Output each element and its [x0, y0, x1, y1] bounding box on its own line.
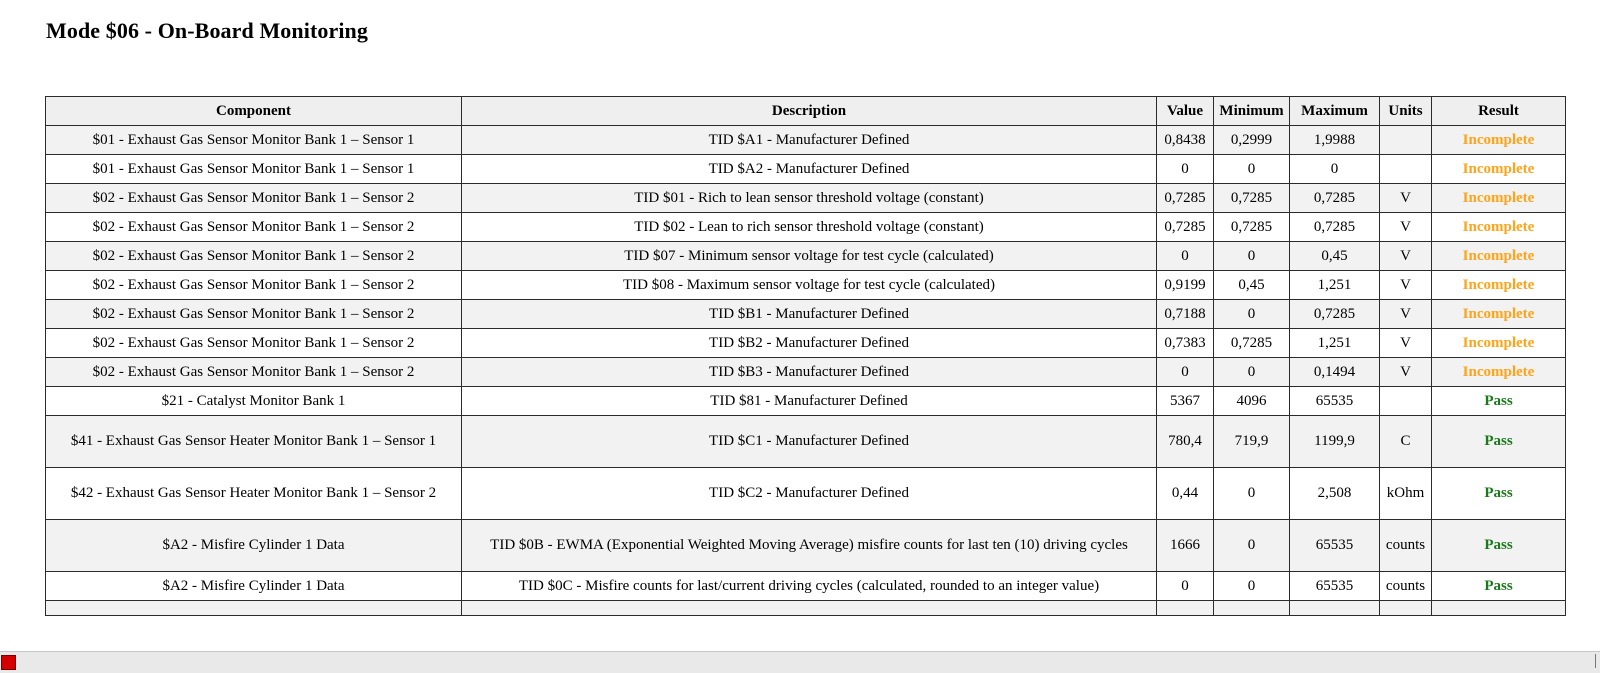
cell-component: $02 - Exhaust Gas Sensor Monitor Bank 1 – Sensor 2 [46, 271, 462, 300]
column-header-minimum: Minimum [1214, 97, 1290, 126]
cell-maximum: 0,45 [1290, 242, 1380, 271]
cell-result: Incomplete [1432, 358, 1566, 387]
cell-minimum: 0 [1214, 358, 1290, 387]
cell-value: 0 [1157, 242, 1214, 271]
table-row [46, 358, 1566, 387]
cell-component: $A2 - Misfire Cylinder 1 Data [46, 572, 462, 601]
table-row-partial [46, 601, 1566, 616]
cell-minimum: 0 [1214, 300, 1290, 329]
cell-maximum: 0,7285 [1290, 213, 1380, 242]
cell-result: Incomplete [1432, 329, 1566, 358]
cell-component: $01 - Exhaust Gas Sensor Monitor Bank 1 – Sensor 1 [46, 155, 462, 184]
table-header-row [46, 97, 1566, 126]
cell-minimum: 0 [1214, 468, 1290, 520]
cell-units [1380, 126, 1432, 155]
cell-value: 0,44 [1157, 468, 1214, 520]
table-row [46, 184, 1566, 213]
cell-component: $02 - Exhaust Gas Sensor Monitor Bank 1 – Sensor 2 [46, 329, 462, 358]
cell-minimum [1214, 601, 1290, 616]
cell-value: 0 [1157, 572, 1214, 601]
cell-minimum: 0,7285 [1214, 213, 1290, 242]
cell-description: TID $C1 - Manufacturer Defined [462, 416, 1157, 468]
cell-result: Pass [1432, 520, 1566, 572]
cell-result: Pass [1432, 387, 1566, 416]
cell-component: $A2 - Misfire Cylinder 1 Data [46, 520, 462, 572]
cell-description: TID $A2 - Manufacturer Defined [462, 155, 1157, 184]
cell-minimum: 719,9 [1214, 416, 1290, 468]
cell-units: V [1380, 184, 1432, 213]
cell-value: 1666 [1157, 520, 1214, 572]
cell-result: Incomplete [1432, 126, 1566, 155]
cell-value: 0 [1157, 155, 1214, 184]
table-row [46, 271, 1566, 300]
cell-maximum: 65535 [1290, 520, 1380, 572]
cell-component: $02 - Exhaust Gas Sensor Monitor Bank 1 – Sensor 2 [46, 358, 462, 387]
cell-units: V [1380, 358, 1432, 387]
table-row [46, 572, 1566, 601]
cell-maximum: 1199,9 [1290, 416, 1380, 468]
cell-value: 0,7188 [1157, 300, 1214, 329]
cell-component: $02 - Exhaust Gas Sensor Monitor Bank 1 – Sensor 2 [46, 242, 462, 271]
cell-maximum [1290, 601, 1380, 616]
cell-description: TID $02 - Lean to rich sensor threshold voltage (constant) [462, 213, 1157, 242]
cell-maximum: 0,7285 [1290, 300, 1380, 329]
cell-description: TID $A1 - Manufacturer Defined [462, 126, 1157, 155]
results-table-container[interactable] [45, 96, 1575, 651]
cell-description: TID $0C - Misfire counts for last/current driving cycles (calculated, rounded to an integer value) [462, 572, 1157, 601]
cell-units: V [1380, 300, 1432, 329]
cell-value: 5367 [1157, 387, 1214, 416]
cell-units: kOhm [1380, 468, 1432, 520]
cell-maximum: 1,251 [1290, 271, 1380, 300]
cell-units [1380, 155, 1432, 184]
cell-minimum: 4096 [1214, 387, 1290, 416]
error-indicator-icon[interactable] [1, 655, 16, 670]
column-header-result: Result [1432, 97, 1566, 126]
cell-units: counts [1380, 572, 1432, 601]
table-row [46, 213, 1566, 242]
cell-component: $21 - Catalyst Monitor Bank 1 [46, 387, 462, 416]
cell-description: TID $07 - Minimum sensor voltage for test cycle (calculated) [462, 242, 1157, 271]
cell-minimum: 0 [1214, 520, 1290, 572]
table-row [46, 416, 1566, 468]
cell-component: $02 - Exhaust Gas Sensor Monitor Bank 1 – Sensor 2 [46, 213, 462, 242]
cell-minimum: 0,7285 [1214, 329, 1290, 358]
cell-result: Incomplete [1432, 242, 1566, 271]
cell-description: TID $08 - Maximum sensor voltage for test cycle (calculated) [462, 271, 1157, 300]
cell-description: TID $B1 - Manufacturer Defined [462, 300, 1157, 329]
cell-minimum: 0,45 [1214, 271, 1290, 300]
column-header-component: Component [46, 97, 462, 126]
cell-maximum: 2,508 [1290, 468, 1380, 520]
cell-description: TID $C2 - Manufacturer Defined [462, 468, 1157, 520]
bottom-status-bar [0, 651, 1600, 673]
cell-description: TID $81 - Manufacturer Defined [462, 387, 1157, 416]
cell-value: 780,4 [1157, 416, 1214, 468]
cell-description: TID $01 - Rich to lean sensor threshold voltage (constant) [462, 184, 1157, 213]
cell-maximum: 0,1494 [1290, 358, 1380, 387]
cell-value: 0,8438 [1157, 126, 1214, 155]
cell-component: $02 - Exhaust Gas Sensor Monitor Bank 1 – Sensor 2 [46, 300, 462, 329]
cell-units: V [1380, 242, 1432, 271]
cell-units: C [1380, 416, 1432, 468]
table-row [46, 387, 1566, 416]
cell-result: Incomplete [1432, 184, 1566, 213]
cell-value: 0,7285 [1157, 213, 1214, 242]
scroll-edge-marker [1595, 654, 1600, 668]
table-row [46, 242, 1566, 271]
cell-maximum: 0 [1290, 155, 1380, 184]
cell-result: Incomplete [1432, 155, 1566, 184]
cell-maximum: 65535 [1290, 572, 1380, 601]
cell-units: counts [1380, 520, 1432, 572]
cell-minimum: 0,7285 [1214, 184, 1290, 213]
table-row [46, 300, 1566, 329]
cell-result: Incomplete [1432, 300, 1566, 329]
column-header-maximum: Maximum [1290, 97, 1380, 126]
page-title: Mode $06 - On-Board Monitoring [46, 18, 368, 43]
cell-minimum: 0,2999 [1214, 126, 1290, 155]
table-row [46, 155, 1566, 184]
cell-result: Pass [1432, 468, 1566, 520]
column-header-units: Units [1380, 97, 1432, 126]
table-row [46, 520, 1566, 572]
cell-component: $02 - Exhaust Gas Sensor Monitor Bank 1 – Sensor 2 [46, 184, 462, 213]
cell-description: TID $B2 - Manufacturer Defined [462, 329, 1157, 358]
cell-value: 0 [1157, 358, 1214, 387]
results-table [45, 96, 1566, 616]
cell-result [1432, 601, 1566, 616]
cell-units [1380, 387, 1432, 416]
cell-value: 0,7285 [1157, 184, 1214, 213]
column-header-value: Value [1157, 97, 1214, 126]
cell-result: Pass [1432, 416, 1566, 468]
cell-value: 0,9199 [1157, 271, 1214, 300]
cell-minimum: 0 [1214, 242, 1290, 271]
cell-maximum: 65535 [1290, 387, 1380, 416]
cell-result: Pass [1432, 572, 1566, 601]
cell-component: $42 - Exhaust Gas Sensor Heater Monitor Bank 1 – Sensor 2 [46, 468, 462, 520]
cell-units: V [1380, 271, 1432, 300]
cell-component [46, 601, 462, 616]
cell-result: Incomplete [1432, 271, 1566, 300]
cell-component: $41 - Exhaust Gas Sensor Heater Monitor Bank 1 – Sensor 1 [46, 416, 462, 468]
table-row [46, 126, 1566, 155]
cell-units: V [1380, 329, 1432, 358]
cell-units [1380, 601, 1432, 616]
cell-value [1157, 601, 1214, 616]
cell-minimum: 0 [1214, 155, 1290, 184]
cell-maximum: 1,251 [1290, 329, 1380, 358]
cell-description [462, 601, 1157, 616]
cell-maximum: 1,9988 [1290, 126, 1380, 155]
cell-maximum: 0,7285 [1290, 184, 1380, 213]
column-header-description: Description [462, 97, 1157, 126]
cell-result: Incomplete [1432, 213, 1566, 242]
cell-description: TID $B3 - Manufacturer Defined [462, 358, 1157, 387]
cell-description: TID $0B - EWMA (Exponential Weighted Moving Average) misfire counts for last ten (10) driving cycles [462, 520, 1157, 572]
cell-component: $01 - Exhaust Gas Sensor Monitor Bank 1 – Sensor 1 [46, 126, 462, 155]
cell-value: 0,7383 [1157, 329, 1214, 358]
cell-minimum: 0 [1214, 572, 1290, 601]
table-row [46, 329, 1566, 358]
table-row [46, 468, 1566, 520]
cell-units: V [1380, 213, 1432, 242]
